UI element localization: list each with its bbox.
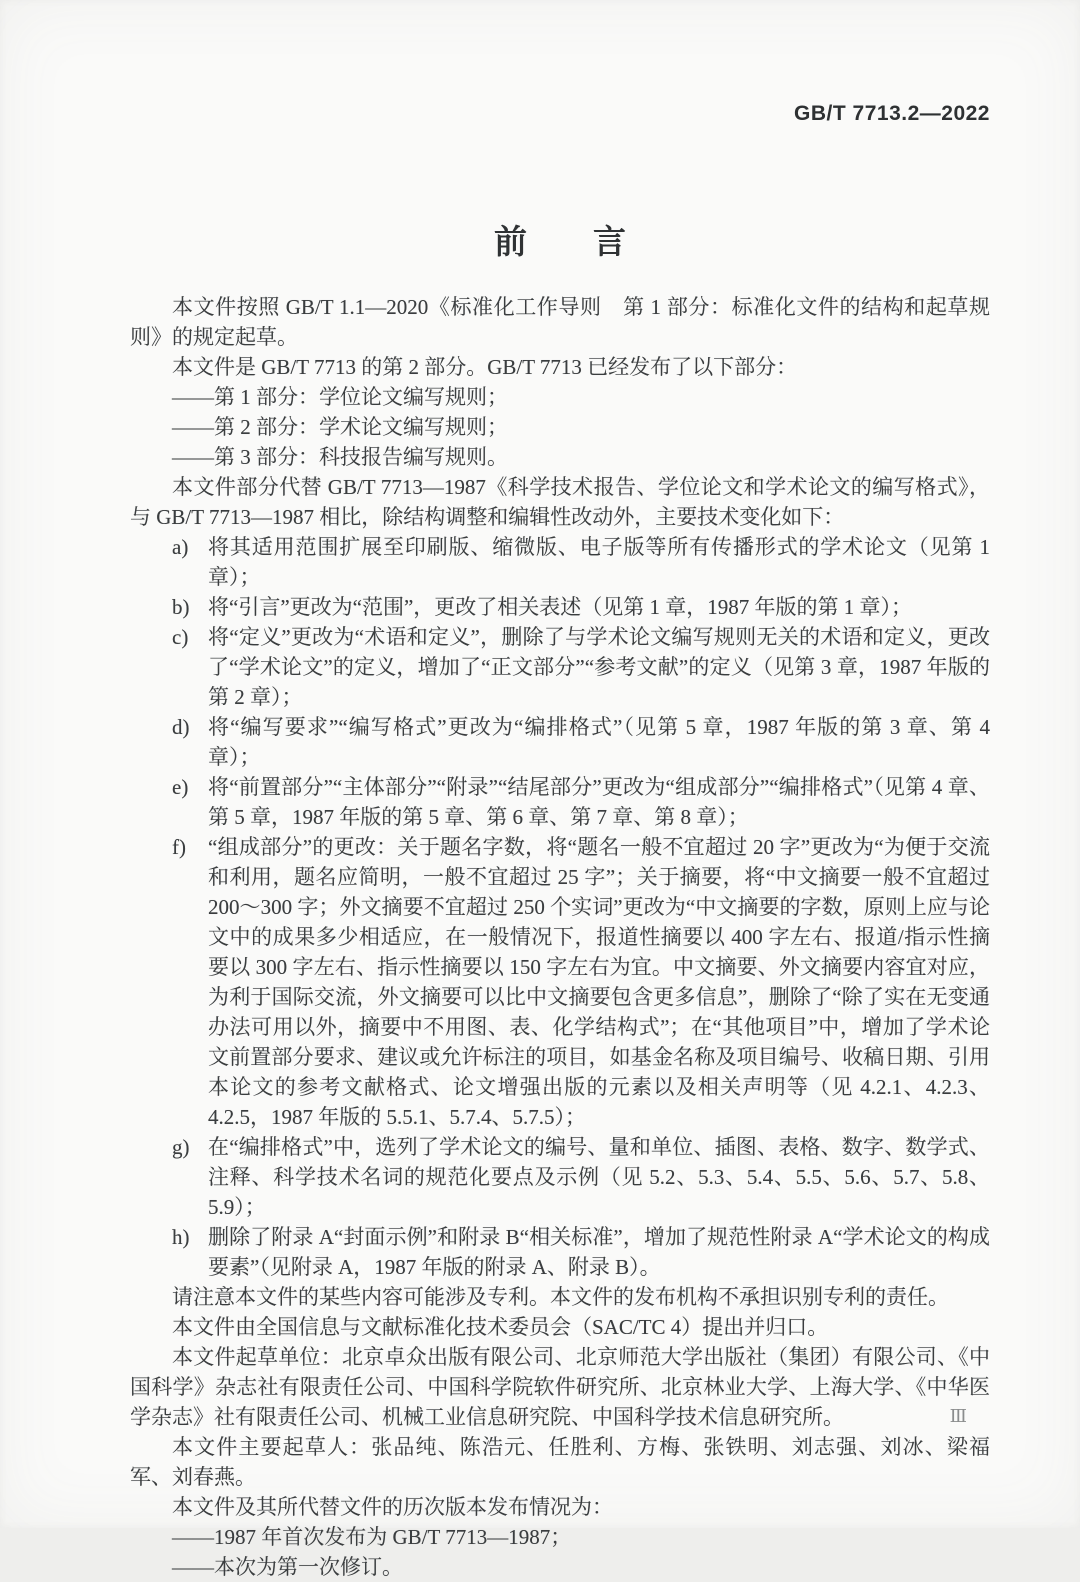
item-text: ——第 2 部分：学术论文编写规则； [172,415,508,439]
item-text: 本文件起草单位：北京卓众出版有限公司、北京师范大学出版社（集团）有限公司、《中国科学》杂志社有限责任公司、中国科学院软件研究所、北京林业大学、上海大学、《中华医学杂志》社有限责任公司、机械工业信息研究院、中国科学技术信息研究所。 [130,1345,990,1429]
dash-item [130,1522,990,1552]
item-text: “组成部分”的更改：关于题名字数，将“题名一般不宜超过 20 字”更改为“为便于交流和利用，题名应简明，一般不宜超过 25 字”；关于摘要，将“中文摘要一般不宜超过 200～300 字；外文摘要不宜超过 250 个实词”更改为“中文摘要的字数，原则上应与论文中的成果多少相适应，在一般情况下，报道性摘要以 400 字左右、报道/指示性摘要以 300 字左右、指示性摘要以 150 字左右为宜。中文摘要、外文摘要内容宜对应，为利于国际交流，外文摘要可以比中文摘要包含更多信息”，删除了“除了实在无变通办法可用以外，摘要中不用图、表、化学结构式”；在“其他项目”中，增加了学术论文前置部分要求、建议或允许标注的项目，如基金名称及项目编号、收稿日期、引用本论文的参考文献格式、论文增强出版的元素以及相关声明等（见 4.2.1、4.2.3、4.2.5，1987 年版的 5.5.1、5.7.4、5.7.5）； [208,835,990,1129]
list-item-c [130,622,990,712]
paragraph [130,1312,990,1342]
list-item-e [130,772,990,832]
item-label: a) [172,535,189,559]
item-text: 本文件及其所代替文件的历次版本发布情况为： [172,1495,613,1519]
item-text: ——第 3 部分：科技报告编写规则。 [172,445,508,469]
item-text: 请注意本文件的某些内容可能涉及专利。本文件的发布机构不承担识别专利的责任。 [172,1285,949,1309]
paragraph [130,1282,990,1312]
item-text: ——第 1 部分：学位论文编写规则； [172,385,508,409]
list-item-b [130,592,990,622]
list-item-f [130,832,990,1132]
item-text: 将其适用范围扩展至印刷版、缩微版、电子版等所有传播形式的学术论文（见第 1 章）； [208,535,990,589]
item-label: e) [172,775,189,799]
item-text: 本文件部分代替 GB/T 7713—1987《科学技术报告、学位论文和学术论文的编写格式》，与 GB/T 7713—1987 相比，除结构调整和编辑性改动外，主要技术变化如下： [130,475,990,529]
item-label: d) [172,715,190,739]
paragraph [130,1432,990,1492]
list-item-h [130,1222,990,1282]
standard-number: GB/T 7713.2—2022 [794,102,990,125]
list-item-a [130,532,990,592]
item-text: 将“引言”更改为“范围”，更改了相关表述（见第 1 章，1987 年版的第 1 章）； [208,595,913,619]
item-text: 在“编排格式”中，选列了学术论文的编号、量和单位、插图、表格、数字、数学式、注释、科学技术名词的规范化要点及示例（见 5.2、5.3、5.4、5.5、5.6、5.7、5.8、5.9）； [208,1135,990,1219]
item-text: 本文件主要起草人：张品纯、陈浩元、任胜利、方梅、张铁明、刘志强、刘冰、梁福军、刘春燕。 [130,1435,990,1489]
item-label: c) [172,625,189,649]
item-text: 将“前置部分”“主体部分”“附录”“结尾部分”更改为“组成部分”“编排格式”（见第 4 章、第 5 章，1987 年版的第 5 章、第 6 章、第 7 章、第 8 章）； [208,775,990,829]
item-text: ——1987 年首次发布为 GB/T 7713—1987； [172,1525,572,1549]
paragraph [130,1492,990,1522]
dash-item [130,1552,990,1582]
item-label: h) [172,1225,190,1249]
item-label: g) [172,1135,190,1159]
page-title: 前言 [494,223,692,261]
item-text: 将“编写要求”“编写格式”更改为“编排格式”（见第 5 章，1987 年版的第 3 章、第 4 章）； [208,715,990,769]
paragraph [130,292,990,352]
list-item-g [130,1132,990,1222]
item-text: 本文件是 GB/T 7713 的第 2 部分。GB/T 7713 已经发布了以下部分： [172,355,798,379]
page-number: Ⅲ [949,1406,968,1426]
paragraph [130,1342,990,1432]
item-label: b) [172,595,190,619]
dash-item [130,442,990,472]
foreword-body [130,292,990,1582]
item-text: 本文件按照 GB/T 1.1—2020《标准化工作导则 第 1 部分：标准化文件的结构和起草规则》的规定起草。 [130,295,990,349]
paragraph [130,472,990,532]
dash-item [130,382,990,412]
item-text: ——本次为第一次修订。 [172,1555,403,1579]
item-text: 删除了附录 A“封面示例”和附录 B“相关标准”，增加了规范性附录 A“学术论文的构成要素”（见附录 A，1987 年版的附录 A、附录 B）。 [208,1225,990,1279]
item-label: f) [172,835,186,859]
list-item-d [130,712,990,772]
item-text: 将“定义”更改为“术语和定义”，删除了与学术论文编写规则无关的术语和定义，更改了“学术论文”的定义，增加了“正文部分”“参考文献”的定义（见第 3 章，1987 年版的第 2 章）； [208,625,990,709]
paragraph [130,352,990,382]
item-text: 本文件由全国信息与文献标准化技术委员会（SAC/TC 4）提出并归口。 [172,1315,829,1339]
dash-item [130,412,990,442]
